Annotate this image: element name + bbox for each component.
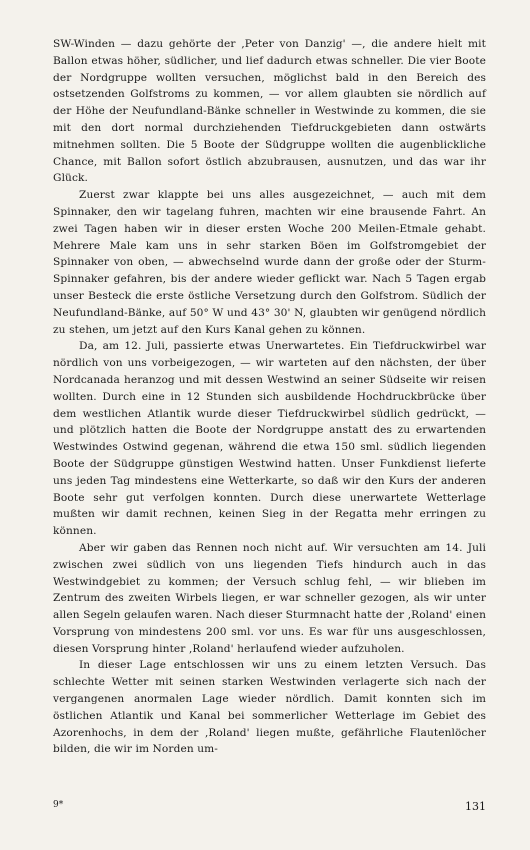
body-text xyxy=(53,36,486,758)
page-number: 131 xyxy=(465,800,486,813)
paragraph: SW-Winden — dazu gehörte der ‚Peter von Danzig' —, die andere hielt mit Ballon etwas höher, südlicher, und lief dadurch etwas schneller. Die vier Boote der Nordgruppe wollten versuchen, möglichst bald in den Bereich des ostsetzenden Golfstroms zu kommen, — vor allem glaubten sie nördlich auf der Höhe der Neufundland-Bänke schneller in Westwinde zu kommen, die sie mit den dort normal durchziehenden Tiefdruckgebieten dann ostwärts mitnehmen sollten. Die 5 Boote der Südgruppe wollten die augenblickliche Chance, mit Ballon sofort östlich abzubrausen, ausnutzen, und das war ihr Glück. xyxy=(53,38,486,185)
page-footer xyxy=(53,800,486,820)
paragraph: Aber wir gaben das Rennen noch nicht auf. Wir versuchten am 14. Juli zwischen zwei südlich von uns liegenden Tiefs hindurch auch in das Westwindgebiet zu kommen; der Versuch schlug fehl, — wir blieben im Zentrum des zweiten Wirbels liegen, er war schneller gezogen, als wir unter allen Segeln gelaufen waren. Nach dieser Sturmnacht hatte der ‚Roland' einen Vorsprung von mindestens 200 sml. vor uns. Es war für uns ausgeschlossen, diesen Vorsprung hinter ‚Roland' herlaufend wieder aufzuholen. xyxy=(53,541,486,655)
paragraph: Da, am 12. Juli, passierte etwas Unerwartetes. Ein Tiefdruckwirbel war nördlich von uns vorbeigezogen, — wir warteten auf den nächsten, der über Nordcanada heranzog und mit dessen Westwind an seiner Südseite wir reisen wollten. Durch eine in 12 Stunden sich ausbildende Hochdruckbrücke über dem westlichen Atlantik wurde dieser Tiefdruckwirbel südlich gedrückt, — und plötzlich hatten die Boote der Nordgruppe anstatt des zu erwartenden Westwindes Ostwind gegenan, während die etwa 150 sml. südlich liegenden Boote der Südgruppe günstigen Westwind hatten. Unser Funkdienst lieferte uns jeden Tag mindestens eine Wetterkarte, so daß wir den Kurs der anderen Boote sehr gut verfolgen konnten. Durch diese unerwartete Wetterlage mußten wir damit rechnen, keinen Sieg in der Regatta mehr erringen zu können. xyxy=(53,340,486,538)
paragraph: In dieser Lage entschlossen wir uns zu einem letzten Versuch. Das schlechte Wetter mit seinen starken Westwinden verlagerte sich nach der vergangenen anormalen Lage wieder nördlich. Damit konnten sich im östlichen Atlantik und Kanal bei sommerlicher Wetterlage im Gebiet des Azorenhochs, in dem der ‚Roland' liegen mußte, gefährliche Flautenlöcher bilden, die wir im Norden um- xyxy=(53,659,486,756)
signature-mark: 9* xyxy=(53,800,64,810)
paragraph: Zuerst zwar klappte bei uns alles ausgezeichnet, — auch mit dem Spinnaker, den wir tagelang fuhren, machten wir eine brausende Fahrt. An zwei Tagen haben wir in dieser ersten Woche 200 Meilen-Etmale gehabt. Mehrere Male kam uns in sehr starken Böen im Golfstromgebiet der Spinnaker von oben, — abwechselnd wurde dann der große oder der Sturm-Spinnaker gefahren, bis der andere wieder geflickt war. Nach 5 Tagen ergab unser Besteck die erste östliche Versetzung durch den Golfstrom. Südlich der Neufundland-Bänke, auf 50° W und 43° 30' N, glaubten wir genügend nördlich zu stehen, um jetzt auf den Kurs Kanal gehen zu können. xyxy=(53,189,486,336)
